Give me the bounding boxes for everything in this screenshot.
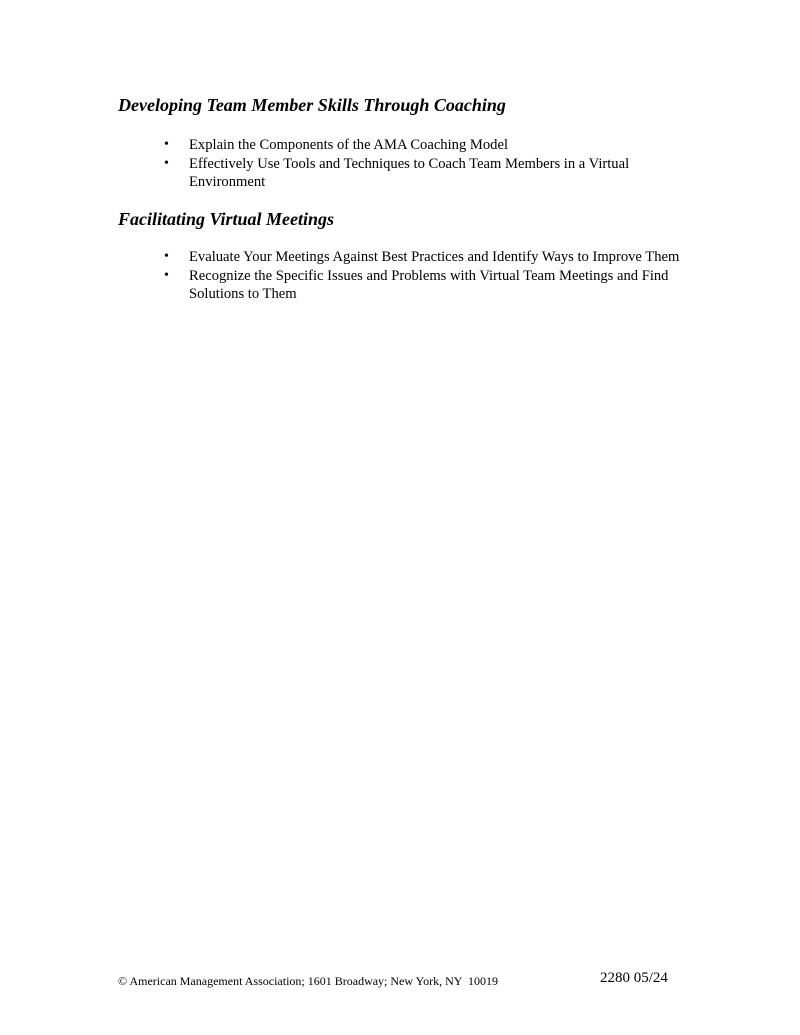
coaching-bullet-list — [158, 136, 698, 192]
bullet-text: Evaluate Your Meetings Against Best Practices and Identify Ways to Improve Them — [189, 249, 680, 265]
bullet-text: Effectively Use Tools and Techniques to Coach Team Members in a Virtual Environment — [189, 155, 630, 190]
footer-copyright: © American Management Association; 1601 Broadway; New York, NY 10019 — [118, 974, 498, 988]
bullet-icon: • — [164, 137, 169, 152]
bullet-text: Recognize the Specific Issues and Problems with Virtual Team Meetings and Find Solutions to Them — [189, 267, 669, 302]
bullet-icon: • — [164, 267, 169, 283]
section-title-virtual-meetings: Facilitating Virtual Meetings — [118, 209, 335, 229]
list-item — [158, 267, 698, 304]
list-item — [158, 248, 698, 267]
footer-document-code: 2280 05/24 — [600, 970, 668, 986]
list-item — [158, 136, 698, 155]
bullet-icon: • — [164, 155, 169, 171]
bullet-icon: • — [164, 249, 169, 264]
section-title-coaching: Developing Team Member Skills Through Coaching — [118, 95, 506, 115]
list-item — [158, 155, 698, 192]
bullet-text: Explain the Components of the AMA Coaching Model — [189, 137, 509, 153]
meetings-bullet-list — [158, 248, 698, 304]
